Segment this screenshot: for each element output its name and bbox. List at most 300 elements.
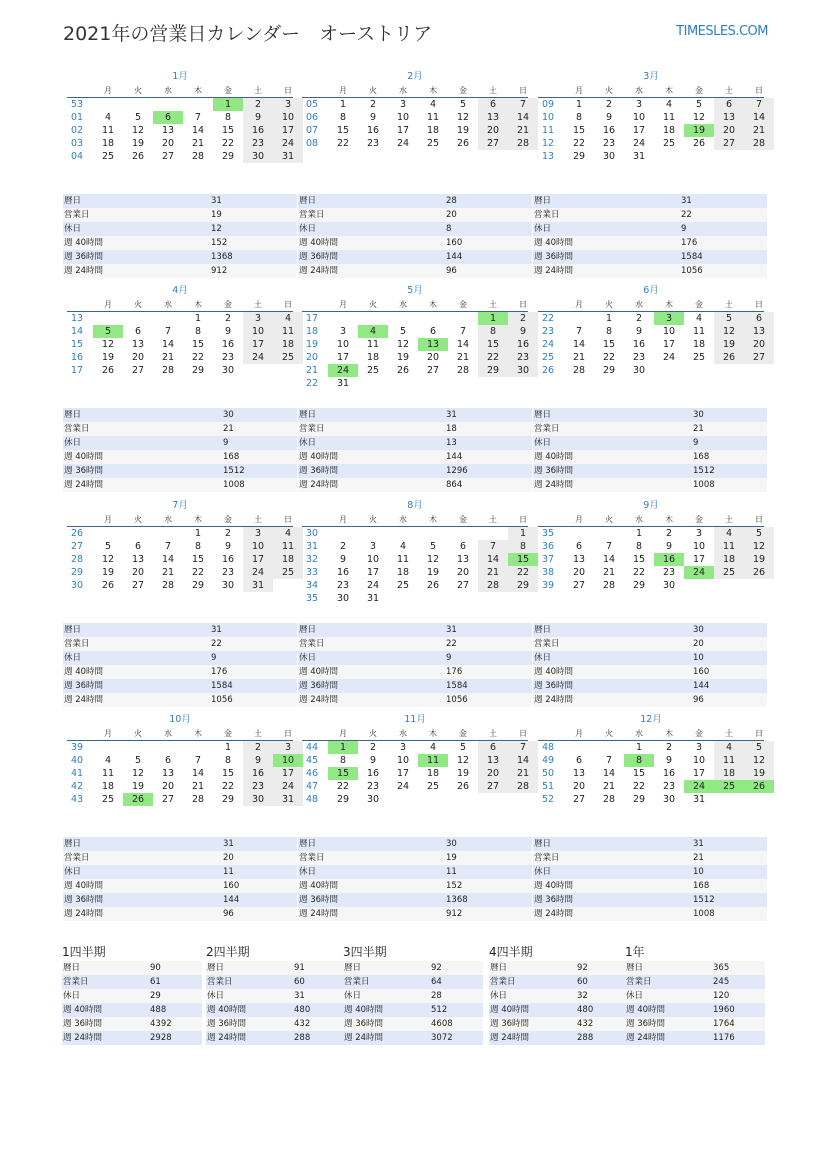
day-cell[interactable]: 10	[396, 112, 410, 123]
day-cell[interactable]: 8	[224, 112, 232, 123]
day-cell[interactable]: 15	[221, 768, 235, 779]
day-cell[interactable]: 2	[665, 528, 673, 539]
day-cell[interactable]: 7	[575, 326, 583, 337]
day-cell[interactable]: 27	[161, 794, 175, 805]
day-cell[interactable]: 27	[744, 351, 774, 364]
day-cell[interactable]: 9	[369, 112, 377, 123]
day-cell[interactable]: 23	[243, 780, 273, 793]
day-cell[interactable]: 20	[572, 781, 586, 792]
day-cell[interactable]: 29	[191, 365, 205, 376]
day-cell[interactable]: 3	[695, 742, 703, 753]
day-cell[interactable]: 16	[243, 124, 273, 137]
day-cell[interactable]: 27	[131, 365, 145, 376]
day-cell[interactable]: 14	[456, 339, 470, 350]
day-cell[interactable]: 28	[572, 365, 586, 376]
day-cell[interactable]: 28	[744, 137, 774, 150]
day-cell[interactable]: 17	[273, 124, 303, 137]
day-cell[interactable]: 12	[426, 554, 440, 565]
day-cell[interactable]: 20	[478, 767, 508, 780]
day-cell[interactable]: 24	[273, 780, 303, 793]
day-cell[interactable]: 13	[161, 768, 175, 779]
day-cell[interactable]: 30	[221, 365, 235, 376]
holiday-day-cell[interactable]: 3	[654, 312, 684, 325]
day-cell[interactable]: 15	[221, 125, 235, 136]
holiday-day-cell[interactable]: 24	[684, 566, 714, 579]
day-cell[interactable]: 4	[429, 742, 437, 753]
day-cell[interactable]: 3	[243, 312, 273, 325]
holiday-day-cell[interactable]: 1	[328, 741, 358, 754]
day-cell[interactable]: 10	[396, 755, 410, 766]
day-cell[interactable]: 18	[273, 338, 303, 351]
day-cell[interactable]: 1	[575, 99, 583, 110]
holiday-day-cell[interactable]: 25	[714, 780, 744, 793]
day-cell[interactable]: 14	[191, 768, 205, 779]
day-cell[interactable]: 30	[508, 364, 538, 377]
holiday-day-cell[interactable]: 5	[93, 325, 123, 338]
day-cell[interactable]: 25	[426, 781, 440, 792]
day-cell[interactable]: 24	[396, 781, 410, 792]
day-cell[interactable]: 25	[273, 566, 303, 579]
day-cell[interactable]: 30	[602, 151, 616, 162]
day-cell[interactable]: 9	[243, 754, 273, 767]
day-cell[interactable]: 16	[243, 767, 273, 780]
day-cell[interactable]: 22	[478, 351, 508, 364]
day-cell[interactable]: 5	[744, 741, 774, 754]
day-cell[interactable]: 8	[508, 540, 538, 553]
day-cell[interactable]: 24	[662, 352, 676, 363]
day-cell[interactable]: 5	[459, 742, 467, 753]
holiday-day-cell[interactable]: 6	[153, 111, 183, 124]
day-cell[interactable]: 16	[632, 339, 646, 350]
day-cell[interactable]: 17	[336, 352, 350, 363]
day-cell[interactable]: 17	[692, 554, 706, 565]
holiday-day-cell[interactable]: 4	[358, 325, 388, 338]
holiday-day-cell[interactable]: 10	[273, 754, 303, 767]
day-cell[interactable]: 8	[339, 112, 347, 123]
day-cell[interactable]: 13	[572, 554, 586, 565]
day-cell[interactable]: 19	[396, 352, 410, 363]
day-cell[interactable]: 28	[602, 794, 616, 805]
day-cell[interactable]: 25	[426, 138, 440, 149]
day-cell[interactable]: 10	[692, 755, 706, 766]
day-cell[interactable]: 15	[632, 554, 646, 565]
day-cell[interactable]: 15	[191, 554, 205, 565]
day-cell[interactable]: 16	[602, 125, 616, 136]
day-cell[interactable]: 7	[508, 98, 538, 111]
day-cell[interactable]: 26	[396, 365, 410, 376]
day-cell[interactable]: 20	[161, 781, 175, 792]
day-cell[interactable]: 21	[161, 352, 175, 363]
day-cell[interactable]: 21	[572, 352, 586, 363]
day-cell[interactable]: 26	[714, 351, 744, 364]
day-cell[interactable]: 13	[131, 554, 145, 565]
day-cell[interactable]: 1	[194, 528, 202, 539]
day-cell[interactable]: 30	[336, 593, 350, 604]
day-cell[interactable]: 22	[336, 781, 350, 792]
day-cell[interactable]: 20	[161, 138, 175, 149]
day-cell[interactable]: 18	[426, 768, 440, 779]
day-cell[interactable]: 20	[131, 567, 145, 578]
day-cell[interactable]: 31	[273, 793, 303, 806]
day-cell[interactable]: 28	[602, 580, 616, 591]
holiday-day-cell[interactable]: 24	[684, 780, 714, 793]
day-cell[interactable]: 30	[662, 580, 676, 591]
day-cell[interactable]: 20	[131, 352, 145, 363]
day-cell[interactable]: 4	[104, 112, 112, 123]
day-cell[interactable]: 29	[221, 794, 235, 805]
day-cell[interactable]: 14	[744, 111, 774, 124]
day-cell[interactable]: 31	[366, 593, 380, 604]
day-cell[interactable]: 29	[508, 579, 538, 592]
day-cell[interactable]: 30	[632, 365, 646, 376]
day-cell[interactable]: 25	[366, 365, 380, 376]
day-cell[interactable]: 5	[134, 755, 142, 766]
day-cell[interactable]: 5	[134, 112, 142, 123]
day-cell[interactable]: 7	[459, 326, 467, 337]
day-cell[interactable]: 28	[508, 137, 538, 150]
day-cell[interactable]: 26	[426, 580, 440, 591]
day-cell[interactable]: 29	[336, 794, 350, 805]
day-cell[interactable]: 26	[101, 580, 115, 591]
day-cell[interactable]: 3	[273, 741, 303, 754]
day-cell[interactable]: 1	[224, 742, 232, 753]
day-cell[interactable]: 3	[399, 99, 407, 110]
day-cell[interactable]: 22	[572, 138, 586, 149]
holiday-day-cell[interactable]: 8	[624, 754, 654, 767]
day-cell[interactable]: 9	[665, 755, 673, 766]
day-cell[interactable]: 9	[339, 554, 347, 565]
day-cell[interactable]: 10	[243, 540, 273, 553]
day-cell[interactable]: 26	[744, 566, 774, 579]
day-cell[interactable]: 26	[131, 151, 145, 162]
day-cell[interactable]: 13	[572, 768, 586, 779]
day-cell[interactable]: 7	[164, 541, 172, 552]
day-cell[interactable]: 5	[695, 99, 703, 110]
day-cell[interactable]: 8	[478, 325, 508, 338]
day-cell[interactable]: 29	[602, 365, 616, 376]
day-cell[interactable]: 16	[508, 338, 538, 351]
day-cell[interactable]: 9	[224, 326, 232, 337]
day-cell[interactable]: 17	[273, 767, 303, 780]
day-cell[interactable]: 11	[273, 540, 303, 553]
day-cell[interactable]: 28	[191, 151, 205, 162]
day-cell[interactable]: 27	[478, 137, 508, 150]
day-cell[interactable]: 13	[714, 111, 744, 124]
day-cell[interactable]: 5	[714, 312, 744, 325]
day-cell[interactable]: 15	[478, 338, 508, 351]
day-cell[interactable]: 22	[508, 566, 538, 579]
day-cell[interactable]: 2	[635, 313, 643, 324]
day-cell[interactable]: 23	[508, 351, 538, 364]
holiday-day-cell[interactable]: 19	[684, 124, 714, 137]
day-cell[interactable]: 8	[224, 755, 232, 766]
day-cell[interactable]: 29	[191, 580, 205, 591]
day-cell[interactable]: 23	[662, 567, 676, 578]
day-cell[interactable]: 2	[224, 528, 232, 539]
day-cell[interactable]: 16	[662, 768, 676, 779]
day-cell[interactable]: 10	[662, 326, 676, 337]
day-cell[interactable]: 19	[131, 781, 145, 792]
day-cell[interactable]: 3	[273, 98, 303, 111]
day-cell[interactable]: 22	[632, 567, 646, 578]
day-cell[interactable]: 6	[575, 755, 583, 766]
day-cell[interactable]: 11	[714, 540, 744, 553]
day-cell[interactable]: 7	[164, 326, 172, 337]
day-cell[interactable]: 29	[478, 364, 508, 377]
day-cell[interactable]: 7	[744, 98, 774, 111]
brand-logo[interactable]: TIMESLES.COM	[676, 24, 768, 39]
day-cell[interactable]: 13	[131, 339, 145, 350]
day-cell[interactable]: 9	[369, 755, 377, 766]
day-cell[interactable]: 5	[429, 541, 437, 552]
day-cell[interactable]: 22	[191, 567, 205, 578]
day-cell[interactable]: 27	[572, 580, 586, 591]
day-cell[interactable]: 23	[243, 137, 273, 150]
day-cell[interactable]: 28	[161, 365, 175, 376]
day-cell[interactable]: 2	[665, 742, 673, 753]
holiday-day-cell[interactable]: 1	[478, 312, 508, 325]
day-cell[interactable]: 4	[273, 312, 303, 325]
day-cell[interactable]: 8	[635, 541, 643, 552]
day-cell[interactable]: 8	[194, 326, 202, 337]
day-cell[interactable]: 25	[714, 566, 744, 579]
day-cell[interactable]: 13	[478, 111, 508, 124]
day-cell[interactable]: 12	[456, 112, 470, 123]
day-cell[interactable]: 28	[161, 580, 175, 591]
day-cell[interactable]: 19	[131, 138, 145, 149]
day-cell[interactable]: 3	[339, 326, 347, 337]
day-cell[interactable]: 28	[508, 780, 538, 793]
day-cell[interactable]: 30	[243, 793, 273, 806]
day-cell[interactable]: 21	[602, 567, 616, 578]
holiday-day-cell[interactable]: 15	[508, 553, 538, 566]
day-cell[interactable]: 3	[243, 527, 273, 540]
day-cell[interactable]: 27	[572, 794, 586, 805]
day-cell[interactable]: 18	[396, 567, 410, 578]
day-cell[interactable]: 30	[366, 794, 380, 805]
day-cell[interactable]: 12	[456, 755, 470, 766]
day-cell[interactable]: 17	[366, 567, 380, 578]
day-cell[interactable]: 18	[273, 553, 303, 566]
day-cell[interactable]: 27	[478, 780, 508, 793]
day-cell[interactable]: 29	[632, 794, 646, 805]
day-cell[interactable]: 10	[273, 111, 303, 124]
day-cell[interactable]: 29	[221, 151, 235, 162]
day-cell[interactable]: 25	[396, 580, 410, 591]
day-cell[interactable]: 3	[369, 541, 377, 552]
day-cell[interactable]: 19	[101, 352, 115, 363]
day-cell[interactable]: 15	[572, 125, 586, 136]
day-cell[interactable]: 23	[366, 781, 380, 792]
day-cell[interactable]: 13	[456, 554, 470, 565]
day-cell[interactable]: 19	[744, 553, 774, 566]
day-cell[interactable]: 24	[273, 137, 303, 150]
day-cell[interactable]: 1	[194, 313, 202, 324]
day-cell[interactable]: 12	[692, 112, 706, 123]
day-cell[interactable]: 28	[478, 579, 508, 592]
day-cell[interactable]: 3	[695, 528, 703, 539]
day-cell[interactable]: 1	[339, 99, 347, 110]
day-cell[interactable]: 10	[366, 554, 380, 565]
day-cell[interactable]: 2	[508, 312, 538, 325]
day-cell[interactable]: 19	[456, 768, 470, 779]
day-cell[interactable]: 27	[456, 580, 470, 591]
day-cell[interactable]: 23	[221, 352, 235, 363]
day-cell[interactable]: 29	[572, 151, 586, 162]
day-cell[interactable]: 13	[744, 325, 774, 338]
day-cell[interactable]: 14	[191, 125, 205, 136]
holiday-day-cell[interactable]: 11	[418, 754, 448, 767]
day-cell[interactable]: 18	[714, 553, 744, 566]
day-cell[interactable]: 23	[602, 138, 616, 149]
day-cell[interactable]: 9	[243, 111, 273, 124]
day-cell[interactable]: 20	[426, 352, 440, 363]
day-cell[interactable]: 30	[662, 794, 676, 805]
day-cell[interactable]: 5	[104, 541, 112, 552]
day-cell[interactable]: 7	[194, 755, 202, 766]
day-cell[interactable]: 14	[161, 339, 175, 350]
day-cell[interactable]: 7	[605, 755, 613, 766]
holiday-day-cell[interactable]: 1	[213, 98, 243, 111]
day-cell[interactable]: 13	[478, 754, 508, 767]
day-cell[interactable]: 15	[191, 339, 205, 350]
day-cell[interactable]: 1	[508, 527, 538, 540]
day-cell[interactable]: 14	[508, 111, 538, 124]
day-cell[interactable]: 17	[692, 768, 706, 779]
day-cell[interactable]: 31	[692, 794, 706, 805]
day-cell[interactable]: 22	[191, 352, 205, 363]
day-cell[interactable]: 31	[273, 150, 303, 163]
day-cell[interactable]: 18	[101, 781, 115, 792]
day-cell[interactable]: 2	[224, 313, 232, 324]
day-cell[interactable]: 9	[665, 541, 673, 552]
day-cell[interactable]: 24	[366, 580, 380, 591]
day-cell[interactable]: 22	[221, 138, 235, 149]
day-cell[interactable]: 26	[101, 365, 115, 376]
day-cell[interactable]: 4	[429, 99, 437, 110]
day-cell[interactable]: 11	[426, 112, 440, 123]
day-cell[interactable]: 14	[508, 754, 538, 767]
day-cell[interactable]: 7	[508, 741, 538, 754]
day-cell[interactable]: 15	[336, 125, 350, 136]
day-cell[interactable]: 26	[456, 781, 470, 792]
day-cell[interactable]: 20	[572, 567, 586, 578]
day-cell[interactable]: 6	[575, 541, 583, 552]
day-cell[interactable]: 25	[273, 351, 303, 364]
day-cell[interactable]: 19	[456, 125, 470, 136]
day-cell[interactable]: 12	[744, 540, 774, 553]
day-cell[interactable]: 6	[134, 541, 142, 552]
day-cell[interactable]: 5	[399, 326, 407, 337]
day-cell[interactable]: 17	[396, 768, 410, 779]
day-cell[interactable]: 4	[399, 541, 407, 552]
day-cell[interactable]: 14	[602, 554, 616, 565]
day-cell[interactable]: 4	[273, 527, 303, 540]
day-cell[interactable]: 11	[366, 339, 380, 350]
day-cell[interactable]: 17	[243, 553, 273, 566]
day-cell[interactable]: 15	[632, 768, 646, 779]
day-cell[interactable]: 19	[714, 338, 744, 351]
day-cell[interactable]: 6	[459, 541, 467, 552]
day-cell[interactable]: 1	[605, 313, 613, 324]
day-cell[interactable]: 25	[692, 352, 706, 363]
day-cell[interactable]: 4	[695, 313, 703, 324]
day-cell[interactable]: 2	[369, 99, 377, 110]
day-cell[interactable]: 12	[744, 754, 774, 767]
day-cell[interactable]: 10	[692, 541, 706, 552]
day-cell[interactable]: 2	[605, 99, 613, 110]
day-cell[interactable]: 27	[131, 580, 145, 591]
day-cell[interactable]: 4	[665, 99, 673, 110]
day-cell[interactable]: 26	[692, 138, 706, 149]
day-cell[interactable]: 19	[426, 567, 440, 578]
day-cell[interactable]: 25	[101, 151, 115, 162]
day-cell[interactable]: 6	[478, 741, 508, 754]
day-cell[interactable]: 11	[714, 754, 744, 767]
day-cell[interactable]: 23	[336, 580, 350, 591]
day-cell[interactable]: 22	[632, 781, 646, 792]
day-cell[interactable]: 27	[714, 137, 744, 150]
day-cell[interactable]: 23	[221, 567, 235, 578]
day-cell[interactable]: 23	[662, 781, 676, 792]
day-cell[interactable]: 2	[243, 98, 273, 111]
day-cell[interactable]: 12	[714, 325, 744, 338]
day-cell[interactable]: 8	[194, 541, 202, 552]
day-cell[interactable]: 17	[632, 125, 646, 136]
day-cell[interactable]: 18	[662, 125, 676, 136]
day-cell[interactable]: 19	[744, 767, 774, 780]
day-cell[interactable]: 21	[191, 781, 205, 792]
day-cell[interactable]: 30	[243, 150, 273, 163]
day-cell[interactable]: 22	[602, 352, 616, 363]
day-cell[interactable]: 6	[744, 312, 774, 325]
day-cell[interactable]: 16	[221, 554, 235, 565]
day-cell[interactable]: 28	[191, 794, 205, 805]
day-cell[interactable]: 6	[134, 326, 142, 337]
day-cell[interactable]: 6	[164, 755, 172, 766]
day-cell[interactable]: 14	[602, 768, 616, 779]
day-cell[interactable]: 5	[459, 99, 467, 110]
day-cell[interactable]: 11	[101, 768, 115, 779]
day-cell[interactable]: 21	[508, 124, 538, 137]
holiday-day-cell[interactable]: 15	[328, 767, 358, 780]
day-cell[interactable]: 24	[396, 138, 410, 149]
day-cell[interactable]: 23	[366, 138, 380, 149]
day-cell[interactable]: 16	[366, 125, 380, 136]
day-cell[interactable]: 20	[478, 124, 508, 137]
day-cell[interactable]: 11	[662, 112, 676, 123]
day-cell[interactable]: 16	[366, 768, 380, 779]
day-cell[interactable]: 29	[632, 580, 646, 591]
day-cell[interactable]: 24	[243, 351, 273, 364]
day-cell[interactable]: 14	[572, 339, 586, 350]
day-cell[interactable]: 12	[131, 768, 145, 779]
day-cell[interactable]: 14	[478, 553, 508, 566]
day-cell[interactable]: 11	[101, 125, 115, 136]
day-cell[interactable]: 17	[662, 339, 676, 350]
day-cell[interactable]: 20	[456, 567, 470, 578]
day-cell[interactable]: 21	[744, 124, 774, 137]
day-cell[interactable]: 2	[339, 541, 347, 552]
day-cell[interactable]: 28	[456, 365, 470, 376]
day-cell[interactable]: 6	[429, 326, 437, 337]
day-cell[interactable]: 16	[221, 339, 235, 350]
holiday-day-cell[interactable]: 16	[654, 553, 684, 566]
day-cell[interactable]: 5	[744, 527, 774, 540]
day-cell[interactable]: 12	[101, 339, 115, 350]
day-cell[interactable]: 9	[605, 112, 613, 123]
day-cell[interactable]: 21	[191, 138, 205, 149]
